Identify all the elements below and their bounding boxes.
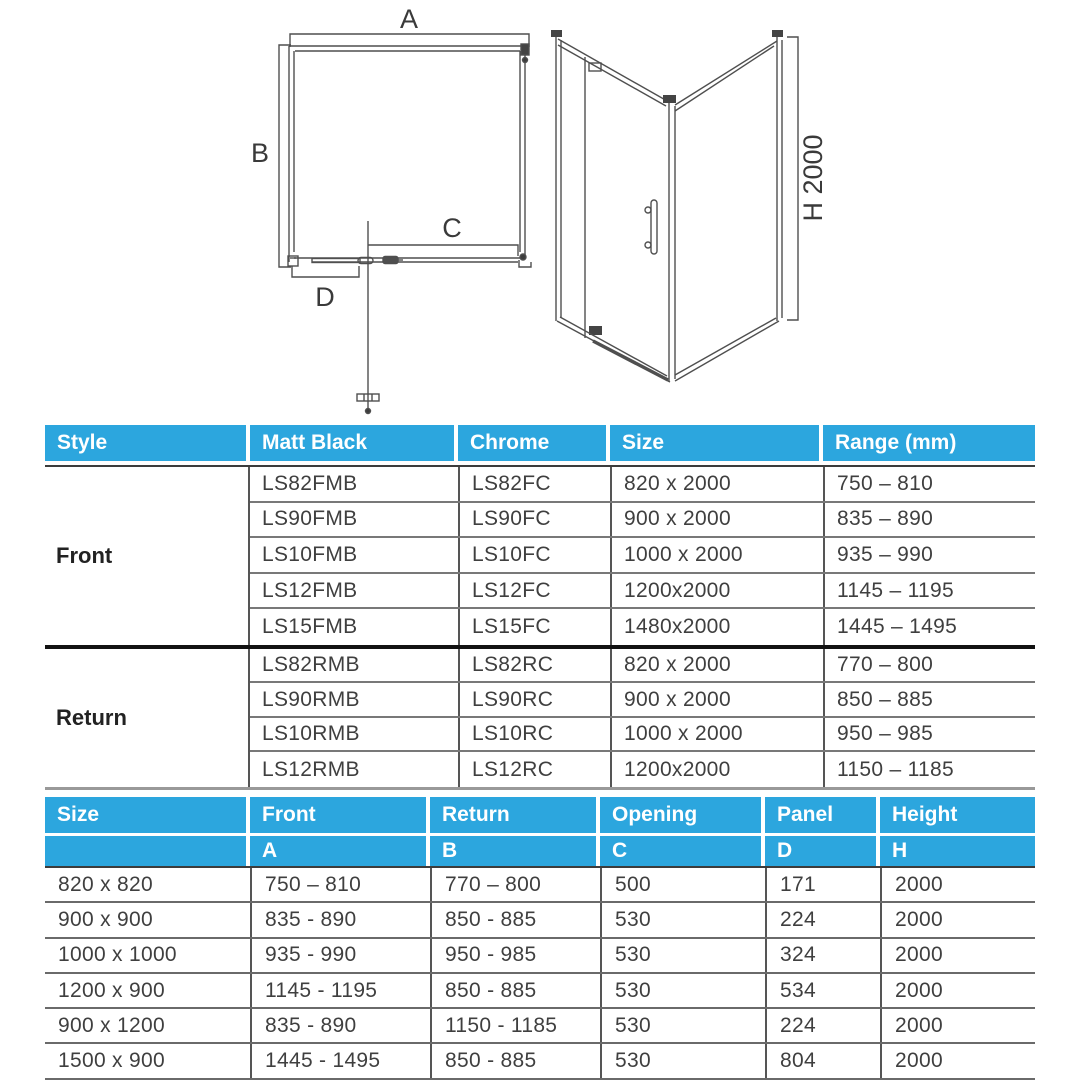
col-header-opening: Opening (600, 797, 765, 833)
group-label-front: Front (56, 542, 113, 568)
subheader-d: D (765, 836, 880, 866)
dimension-table-row (45, 974, 1035, 1009)
panel-value: 224 (765, 1009, 880, 1042)
front-range: 1145 - 1195 (250, 974, 430, 1007)
dim-label-d: D (315, 282, 335, 312)
return-range: 1150 - 1185 (430, 1009, 600, 1042)
size-value: 1000 x 1000 (58, 943, 177, 967)
size-value: 1000 x 2000 (610, 718, 823, 751)
plan-view (279, 34, 531, 414)
matt-black-code: LS10RMB (262, 722, 360, 746)
range-value: 835 – 890 (823, 503, 1035, 537)
spec-table-row (250, 538, 1035, 574)
opening-value: 530 (600, 1009, 765, 1042)
front-range: 935 - 990 (250, 939, 430, 972)
col-header-panel: Panel (765, 797, 880, 833)
subheader-b: B (430, 836, 600, 866)
front-range: 835 - 890 (250, 1009, 430, 1042)
dim-bracket-c (368, 245, 518, 256)
size-value: 1000 x 2000 (610, 538, 823, 572)
spec-table-row (250, 467, 1035, 503)
height-value: 2000 (880, 974, 1035, 1007)
col-header-front: Front (250, 797, 430, 833)
chrome-code: LS15FC (458, 609, 610, 645)
size-value: 1480x2000 (610, 609, 823, 645)
top-bracket (521, 44, 529, 55)
dim-label-height: H 2000 (798, 134, 828, 222)
dimension-table-subheader (45, 836, 1035, 866)
opening-value: 530 (600, 903, 765, 936)
range-value: 1445 – 1495 (823, 609, 1035, 645)
size-value: 900 x 2000 (610, 683, 823, 716)
subheader-h: H (880, 836, 1035, 866)
dim-bracket-h (787, 37, 798, 320)
chrome-code: LS90RC (458, 683, 610, 716)
shower-enclosure-diagram (0, 0, 1080, 420)
size-value: 1500 x 900 (58, 1049, 165, 1073)
spec-table-row (250, 609, 1035, 645)
spec-table-row (250, 718, 1035, 753)
col-header-size: Size (45, 797, 250, 833)
dim-label-b: B (250, 138, 270, 168)
door-handle (651, 200, 657, 254)
opening-value: 530 (600, 974, 765, 1007)
chrome-code: LS90FC (458, 503, 610, 537)
matt-black-code: LS10FMB (262, 542, 358, 566)
chrome-code: LS10RC (458, 718, 610, 751)
height-value: 2000 (880, 939, 1035, 972)
return-range: 770 – 800 (430, 868, 600, 901)
size-value: 1200 x 900 (58, 978, 165, 1002)
dimension-table-row (45, 939, 1035, 974)
opening-value: 500 (600, 868, 765, 901)
return-range: 850 - 885 (430, 903, 600, 936)
col-header-height: Height (880, 797, 1035, 833)
panel-value: 324 (765, 939, 880, 972)
product-spec-table (45, 425, 1035, 790)
range-value: 750 – 810 (823, 467, 1035, 501)
range-value: 1145 – 1195 (823, 574, 1035, 608)
front-group (45, 467, 1035, 645)
size-value: 820 x 2000 (610, 467, 823, 501)
front-range: 1445 - 1495 (250, 1044, 430, 1077)
matt-black-code: LS15FMB (262, 615, 358, 639)
panel-value: 224 (765, 903, 880, 936)
return-range: 950 - 985 (430, 939, 600, 972)
opening-value: 530 (600, 1044, 765, 1077)
dim-label-c: C (442, 213, 462, 243)
size-value: 900 x 900 (58, 907, 153, 931)
dimension-table (45, 797, 1035, 1080)
col-header-size: Size (610, 425, 823, 461)
return-range: 850 - 885 (430, 974, 600, 1007)
dimension-table-row (45, 903, 1035, 938)
front-range: 750 – 810 (250, 868, 430, 901)
subheader-a: A (250, 836, 430, 866)
range-value: 770 – 800 (823, 649, 1035, 682)
chrome-code: LS12FC (458, 574, 610, 608)
size-value: 900 x 1200 (58, 1013, 165, 1037)
matt-black-code: LS12FMB (262, 578, 358, 602)
panel-value: 534 (765, 974, 880, 1007)
dimension-table-row (45, 868, 1035, 903)
size-value: 900 x 2000 (610, 503, 823, 537)
panel-value: 804 (765, 1044, 880, 1077)
matt-black-code: LS90FMB (262, 507, 358, 531)
chrome-code: LS10FC (458, 538, 610, 572)
matt-black-code: LS82FMB (262, 471, 358, 495)
height-value: 2000 (880, 1044, 1035, 1077)
size-value: 820 x 2000 (610, 649, 823, 682)
range-value: 1150 – 1185 (823, 752, 1035, 787)
col-header-chrome: Chrome (458, 425, 610, 461)
matt-black-code: LS82RMB (262, 653, 360, 677)
opening-value: 530 (600, 939, 765, 972)
panel-value: 171 (765, 868, 880, 901)
col-header-style: Style (45, 425, 250, 461)
height-value: 2000 (880, 1009, 1035, 1042)
col-header-return: Return (430, 797, 600, 833)
door-clamp (383, 257, 398, 264)
matt-black-code: LS90RMB (262, 687, 360, 711)
spec-table-row (250, 752, 1035, 787)
subheader-c: C (600, 836, 765, 866)
size-value: 1200x2000 (610, 752, 823, 787)
spec-table-row (250, 503, 1035, 539)
range-value: 950 – 985 (823, 718, 1035, 751)
spec-table-row (250, 683, 1035, 718)
return-group (45, 645, 1035, 787)
front-range: 835 - 890 (250, 903, 430, 936)
height-value: 2000 (880, 903, 1035, 936)
size-value: 820 x 820 (58, 872, 153, 896)
dim-bracket-d (292, 266, 359, 277)
height-value: 2000 (880, 868, 1035, 901)
chrome-code: LS82FC (458, 467, 610, 501)
range-value: 850 – 885 (823, 683, 1035, 716)
group-label-return: Return (56, 704, 127, 730)
dimension-table-row (45, 1044, 1035, 1079)
spec-table-header (45, 425, 1035, 461)
dim-label-a: A (399, 4, 419, 34)
perspective-view (551, 30, 798, 382)
col-header-range: Range (mm) (823, 425, 1035, 461)
spec-table-row (250, 649, 1035, 684)
range-value: 935 – 990 (823, 538, 1035, 572)
chrome-code: LS12RC (458, 752, 610, 787)
return-range: 850 - 885 (430, 1044, 600, 1077)
dim-bracket-a (290, 34, 529, 47)
subheader-blank (45, 836, 250, 866)
dimension-table-header (45, 797, 1035, 833)
chrome-code: LS82RC (458, 649, 610, 682)
col-header-matt-black: Matt Black (250, 425, 458, 461)
size-value: 1200x2000 (610, 574, 823, 608)
dimension-table-row (45, 1009, 1035, 1044)
matt-black-code: LS12RMB (262, 757, 360, 781)
spec-table-row (250, 574, 1035, 610)
